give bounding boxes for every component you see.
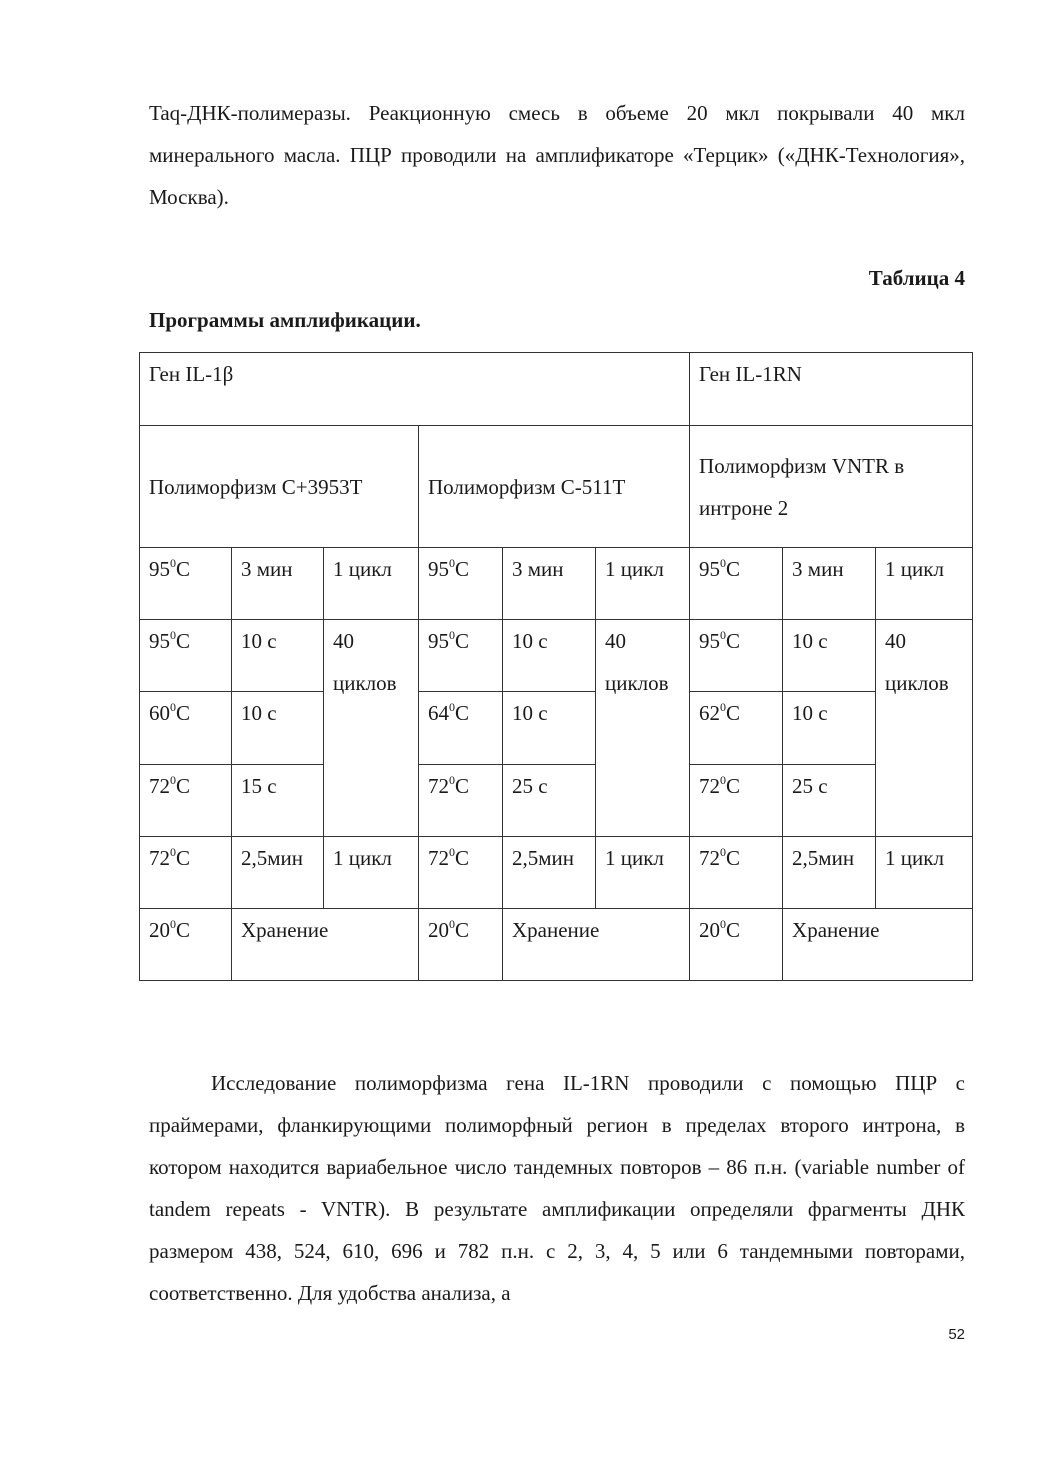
degree-mark: 0 <box>720 556 727 570</box>
temperature-value: 20 <box>428 918 449 942</box>
temperature-unit: С <box>455 774 470 798</box>
step-cycles: 1 цикл <box>324 548 419 620</box>
step-duration: 15 с <box>232 765 324 837</box>
temperature-value: 20 <box>699 918 721 942</box>
cycle-count-number: 40 <box>605 629 626 653</box>
step-duration: 2,5мин <box>783 837 876 909</box>
step-temperature <box>140 765 232 837</box>
degree-mark: 0 <box>720 845 727 859</box>
step-duration: 2,5мин <box>232 837 324 909</box>
step-temperature <box>140 692 232 765</box>
degree-mark: 0 <box>170 628 176 642</box>
amplification-table <box>139 352 973 981</box>
degree-mark: 0 <box>449 556 455 570</box>
degree-mark: 0 <box>720 917 727 931</box>
step-cycles: 1 цикл <box>324 837 419 909</box>
temperature-unit: С <box>176 774 191 798</box>
paragraph-intro: Taq-ДНК-полимеразы. Реакционную смесь в объеме 20 мкл покрывали 40 мкл минерального масла. ПЦР проводили на амплификаторе «Терцик» («ДНК-Технология», Москва). <box>149 101 965 209</box>
degree-mark: 0 <box>449 700 455 714</box>
step-temperature <box>419 909 503 981</box>
temperature-unit: С <box>176 557 191 581</box>
table-row-storage <box>140 909 973 981</box>
temperature-value: 72 <box>149 846 170 870</box>
step-duration: 10 с <box>232 692 324 765</box>
temperature-unit: С <box>726 701 741 725</box>
step-duration: 3 мин <box>232 548 324 620</box>
degree-mark: 0 <box>720 628 727 642</box>
degree-mark: 0 <box>170 700 176 714</box>
polymorphism-header-vntr: Полиморфизм VNTR в интроне 2 <box>690 426 973 548</box>
temperature-unit: С <box>455 918 470 942</box>
step-duration: 25 с <box>783 765 876 837</box>
temperature-value: 72 <box>428 774 449 798</box>
temperature-value: 60 <box>149 701 170 725</box>
step-duration: 25 с <box>503 765 596 837</box>
temperature-unit: С <box>455 557 470 581</box>
temperature-unit: С <box>726 918 741 942</box>
temperature-value: 95 <box>699 629 721 653</box>
step-duration: 10 с <box>783 620 876 692</box>
step-temperature <box>690 909 783 981</box>
table-row-cycle-denaturation <box>140 620 973 692</box>
step-temperature <box>690 692 783 765</box>
step-duration: 10 с <box>783 692 876 765</box>
degree-mark: 0 <box>720 773 727 787</box>
cycle-count <box>876 620 973 837</box>
gene-header-il1rn: Ген IL-1RN <box>690 353 973 426</box>
page-number: 52 <box>948 1326 965 1343</box>
step-temperature <box>140 620 232 692</box>
step-cycles: 1 цикл <box>596 837 690 909</box>
temperature-unit: С <box>176 918 191 942</box>
step-duration: 3 мин <box>503 548 596 620</box>
cycle-count-word: циклов <box>885 671 949 695</box>
table-row-cycle-extension <box>140 765 973 837</box>
degree-mark: 0 <box>449 845 455 859</box>
table-title: Программы амплификации. <box>149 308 421 332</box>
temperature-unit: С <box>455 846 470 870</box>
step-temperature <box>419 837 503 909</box>
temperature-value: 64 <box>428 701 449 725</box>
storage-label: Хранение <box>232 909 419 981</box>
degree-mark: 0 <box>170 917 176 931</box>
cycle-count <box>324 620 419 837</box>
temperature-value: 95 <box>428 557 449 581</box>
cycle-count-word: циклов <box>333 671 397 695</box>
step-temperature <box>690 837 783 909</box>
temperature-value: 72 <box>699 846 721 870</box>
temperature-unit: С <box>726 629 741 653</box>
cycle-count-word: циклов <box>605 671 669 695</box>
temperature-value: 72 <box>149 774 170 798</box>
storage-label: Хранение <box>503 909 690 981</box>
table-row-final-extension <box>140 837 973 909</box>
polymorphism-header-c3953t: Полиморфизм С+3953Т <box>140 426 419 548</box>
temperature-value: 95 <box>149 557 170 581</box>
step-temperature <box>690 765 783 837</box>
step-duration: 2,5мин <box>503 837 596 909</box>
step-duration: 3 мин <box>783 548 876 620</box>
step-duration: 10 с <box>232 620 324 692</box>
temperature-value: 95 <box>149 629 170 653</box>
table-number-label: Таблица 4 <box>868 266 965 290</box>
temperature-value: 20 <box>149 918 170 942</box>
degree-mark: 0 <box>170 773 176 787</box>
temperature-unit: С <box>176 629 191 653</box>
degree-mark: 0 <box>170 556 176 570</box>
temperature-unit: С <box>726 557 741 581</box>
step-duration: 10 с <box>503 620 596 692</box>
temperature-unit: С <box>726 774 741 798</box>
table-row-cycle-annealing <box>140 692 973 765</box>
temperature-value: 72 <box>699 774 721 798</box>
step-temperature <box>140 548 232 620</box>
step-temperature <box>419 620 503 692</box>
degree-mark: 0 <box>449 917 455 931</box>
step-temperature <box>690 548 783 620</box>
temperature-unit: С <box>726 846 741 870</box>
step-temperature <box>419 692 503 765</box>
step-temperature <box>140 837 232 909</box>
step-temperature <box>140 909 232 981</box>
temperature-unit: С <box>176 846 191 870</box>
temperature-unit: С <box>176 701 191 725</box>
degree-mark: 0 <box>449 628 455 642</box>
step-cycles: 1 цикл <box>596 548 690 620</box>
step-temperature <box>419 548 503 620</box>
table-row-initial-denaturation <box>140 548 973 620</box>
step-cycles: 1 цикл <box>876 837 973 909</box>
temperature-value: 95 <box>428 629 449 653</box>
step-temperature <box>419 765 503 837</box>
degree-mark: 0 <box>170 845 176 859</box>
degree-mark: 0 <box>720 700 727 714</box>
step-temperature <box>690 620 783 692</box>
cycle-count-number: 40 <box>333 629 354 653</box>
storage-label: Хранение <box>783 909 973 981</box>
temperature-value: 95 <box>699 557 721 581</box>
paragraph-il1rn-method: Исследование полиморфизма гена IL-1RN проводили с помощью ПЦР с праймерами, фланкирующими полиморфный регион в пределах второго интрона, в котором находится вариабельное число тандемных повторов – 86 п.н. (variable number of tandem repeats - VNTR). В результате амплификации определяли фрагменты ДНК размером 438, 524, 610, 696 и 782 п.н. с 2, 3, 4, 5 или 6 тандемными повторами, соответственно. Для удобства анализа, а <box>149 1071 965 1305</box>
cycle-count <box>596 620 690 837</box>
temperature-unit: С <box>455 629 470 653</box>
degree-mark: 0 <box>449 773 455 787</box>
step-duration: 10 с <box>503 692 596 765</box>
temperature-value: 62 <box>699 701 721 725</box>
polymorphism-header-c511t: Полиморфизм С-511Т <box>419 426 690 548</box>
step-cycles: 1 цикл <box>876 548 973 620</box>
cycle-count-number: 40 <box>885 629 907 653</box>
temperature-value: 72 <box>428 846 449 870</box>
temperature-unit: С <box>455 701 470 725</box>
gene-header-il1b: Ген IL-1β <box>140 353 690 426</box>
